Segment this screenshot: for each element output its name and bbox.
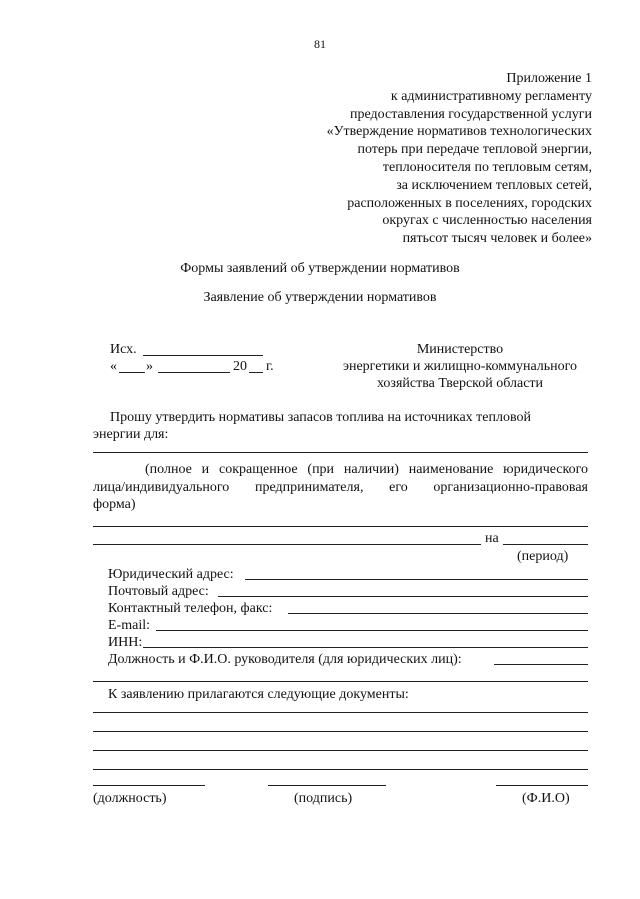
email-label: E-mail: <box>108 618 150 633</box>
name-hint-line: (полное и сокращенное (при наличии) наименование юридического <box>145 462 588 477</box>
appendix-line: за исключением тепловых сетей, <box>396 177 592 193</box>
appendix-line: к административному регламенту <box>390 88 592 104</box>
form-title: Заявление об утверждении нормативов <box>203 290 437 305</box>
date-year-field[interactable] <box>249 372 263 373</box>
name-caption: (Ф.И.О) <box>522 791 570 806</box>
name-hint-line: форма) <box>93 497 136 512</box>
outgoing-ref-label: Исх. <box>110 342 137 357</box>
period-on-label: на <box>485 531 499 546</box>
attachment-line[interactable] <box>93 769 588 770</box>
name-signature-field[interactable] <box>496 785 588 786</box>
legal-address-label: Юридический адрес: <box>108 567 234 582</box>
appendix-line: теплоносителя по тепловым сетям, <box>382 159 592 175</box>
page-number: 81 <box>314 37 326 51</box>
period-hint: (период) <box>517 549 569 564</box>
appendix-block <box>292 70 592 248</box>
attachment-line[interactable] <box>93 712 588 713</box>
addressee-line: энергетики и жилищно-коммунального <box>342 359 578 374</box>
signature-caption: (подпись) <box>294 791 353 806</box>
request-text-cont: энергии для: <box>93 427 169 442</box>
head-position-field[interactable] <box>494 664 588 665</box>
appendix-line: предоставления государственной услуги <box>350 106 592 122</box>
position-signature-field[interactable] <box>93 785 205 786</box>
applicant-name-field[interactable] <box>93 452 588 453</box>
date-close-quote: » <box>146 359 153 374</box>
date-open-quote: « <box>110 359 117 374</box>
name-hint-line: лица/индивидуального предпринимателя, его организационно-правовая <box>93 480 588 495</box>
inn-label: ИНН: <box>108 635 143 650</box>
applicant-name-field-3[interactable] <box>93 544 481 545</box>
attachment-line[interactable] <box>93 750 588 751</box>
head-position-field-2[interactable] <box>93 681 588 682</box>
phone-fax-field[interactable] <box>288 613 588 614</box>
position-caption: (должность) <box>93 791 167 806</box>
date-day-field[interactable] <box>119 372 145 373</box>
period-field[interactable] <box>503 544 588 545</box>
attachment-line[interactable] <box>93 731 588 732</box>
postal-address-field[interactable] <box>218 596 588 597</box>
appendix-line: пятьсот тысяч человек и более» <box>402 231 592 247</box>
date-year-prefix: 20 <box>233 359 247 374</box>
phone-fax-label: Контактный телефон, факс: <box>108 601 273 616</box>
appendix-line: потерь при передаче тепловой энергии, <box>357 142 592 158</box>
addressee-line: Министерство <box>416 342 504 357</box>
head-position-label: Должность и Ф.И.О. руководителя (для юридических лиц): <box>108 652 462 667</box>
appendix-line: Приложение 1 <box>506 71 592 86</box>
inn-field[interactable] <box>143 647 588 648</box>
attachments-label: К заявлению прилагаются следующие документы: <box>108 687 409 702</box>
outgoing-ref-field[interactable] <box>143 355 263 356</box>
date-year-suffix: г. <box>266 359 274 374</box>
legal-address-field[interactable] <box>245 579 588 580</box>
appendix-line: «Утверждение нормативов технологических <box>326 124 592 140</box>
request-text: Прошу утвердить нормативы запасов топлива на источниках тепловой <box>110 410 531 425</box>
date-month-field[interactable] <box>158 372 230 373</box>
postal-address-label: Почтовый адрес: <box>108 584 209 599</box>
applicant-name-field-2[interactable] <box>93 526 588 527</box>
appendix-line: расположенных в поселениях, городских <box>347 195 592 211</box>
appendix-line: округах с численностью населения <box>382 213 592 229</box>
signature-field[interactable] <box>268 785 386 786</box>
forms-title: Формы заявлений об утверждении нормативов <box>180 261 460 276</box>
email-field[interactable] <box>156 630 588 631</box>
addressee-line: хозяйства Тверской области <box>376 376 544 391</box>
